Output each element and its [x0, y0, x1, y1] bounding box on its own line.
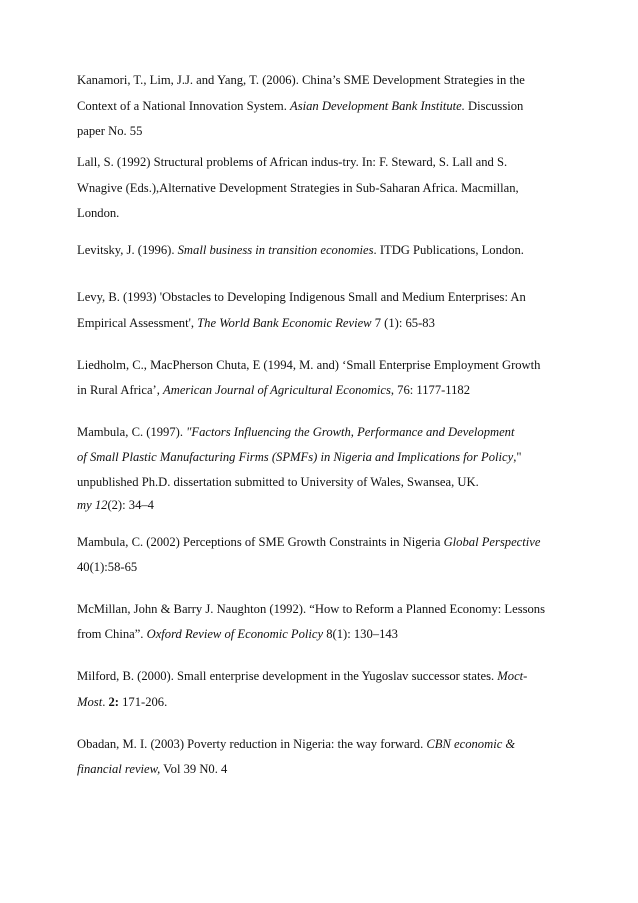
reference-text: Milford, B. (2000). Small enterprise development in the Yugoslav successor states. [77, 669, 498, 683]
italic-text: CBN economic & [426, 737, 516, 751]
reference-text: unpublished Ph.D. dissertation submitted to University of Wales, Swansea, UK. [77, 475, 479, 489]
reference-text: 8(1): 130–143 [323, 627, 398, 641]
italic-text: Small business in transition economies [177, 243, 374, 257]
italic-text: Most [77, 695, 103, 709]
reference-line [77, 535, 540, 550]
reference-line [77, 181, 519, 196]
reference-text: . ITDG Publications, London. [373, 243, 524, 257]
reference-line [77, 425, 514, 440]
reference-text: McMillan, John & Barry J. Naughton (1992). “How to Reform a Planned Economy: Lessons [77, 602, 545, 616]
reference-line [77, 669, 527, 684]
reference-text: Vol 39 N0. 4 [160, 762, 228, 776]
reference-line [77, 737, 515, 752]
reference-text: ," [513, 450, 522, 464]
reference-line [77, 383, 470, 398]
reference-line [77, 560, 137, 575]
italic-text: my 12 [77, 498, 108, 512]
reference-text: Kanamori, T., Lim, J.J. and Yang, T. (2006). China’s SME Development Strategies in the [77, 73, 525, 87]
reference-text: Obadan, M. I. (2003) Poverty reduction in Nigeria: the way forward. [77, 737, 427, 751]
reference-text: , 76: 1177-1182 [390, 383, 471, 397]
reference-text: Levy, B. (1993) 'Obstacles to Developing Indigenous Small and Medium Enterprises: An [77, 290, 526, 304]
bold-text: 2: [108, 695, 119, 709]
reference-line [77, 602, 545, 617]
reference-line [77, 206, 119, 221]
reference-text: . [102, 695, 109, 709]
reference-line [77, 99, 523, 114]
reference-text: Mambula, C. (2002) Perceptions of SME Growth Constraints in Nigeria [77, 535, 444, 549]
reference-text: paper No. 55 [77, 124, 143, 138]
italic-text: American Journal of Agricultural Economics [163, 383, 391, 397]
reference-text: 40(1):58-65 [77, 560, 138, 574]
reference-text: Levitsky, J. (1996). [77, 243, 178, 257]
reference-line [77, 498, 154, 513]
reference-text: 171-206. [118, 695, 168, 709]
reference-line [77, 243, 524, 258]
italic-text: of Small Plastic Manufacturing Firms (SPMFs) in Nigeria and Implications for Policy [77, 450, 514, 464]
italic-text: Moct- [497, 669, 528, 683]
reference-line [77, 358, 540, 373]
reference-line [77, 627, 398, 642]
italic-text: The World Bank Economic Review [197, 316, 372, 330]
reference-line [77, 695, 167, 710]
italic-text: "Factors Influencing the Growth, Performance and Development [186, 425, 515, 439]
reference-line [77, 124, 142, 139]
reference-text: Wnagive (Eds.),Alternative Development Strategies in Sub-Saharan Africa. Macmillan, [77, 181, 519, 195]
reference-line [77, 290, 526, 305]
reference-line [77, 450, 522, 465]
reference-text: Lall, S. (1992) Structural problems of African indus-try. In: F. Steward, S. Lall and S. [77, 155, 508, 169]
reference-line [77, 762, 227, 777]
italic-text: financial review, [77, 762, 161, 776]
reference-line [77, 316, 435, 331]
reference-text: Liedholm, C., MacPherson Chuta, E (1994, M. and) ‘Small Enterprise Employment Growth [77, 358, 541, 372]
reference-line [77, 155, 507, 170]
reference-text: Context of a National Innovation System. [77, 99, 291, 113]
reference-line [77, 475, 479, 490]
italic-text: Global Perspective [443, 535, 541, 549]
reference-text: (2): 34–4 [107, 498, 154, 512]
reference-text: in Rural Africa’, [77, 383, 164, 397]
reference-text: from China”. [77, 627, 147, 641]
reference-text: Mambula, C. (1997). [77, 425, 187, 439]
italic-text: Oxford Review of Economic Policy [146, 627, 324, 641]
reference-line [77, 73, 525, 88]
reference-text: 7 (1): 65-83 [371, 316, 435, 330]
reference-text: London. [77, 206, 120, 220]
reference-text: Discussion [464, 99, 524, 113]
italic-text: Asian Development Bank Institute. [290, 99, 465, 113]
reference-text: Empirical Assessment', [77, 316, 198, 330]
